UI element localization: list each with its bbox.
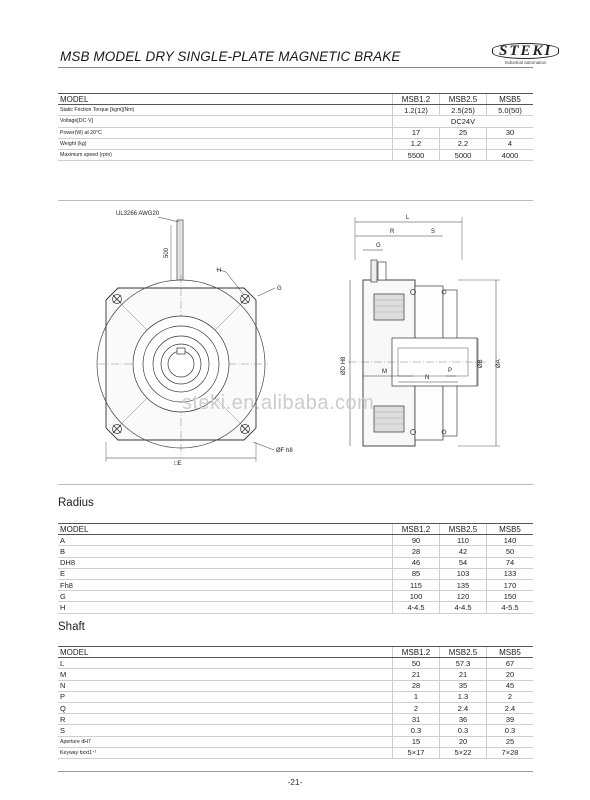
shaft-cell: 36 xyxy=(440,714,487,725)
radius-label: H xyxy=(58,602,393,613)
shaft-title: Shaft xyxy=(58,621,85,633)
radius-header-row xyxy=(58,524,533,535)
shaft-table xyxy=(58,646,533,759)
spec-cell-voltage: DC24V xyxy=(393,116,534,127)
spec-header-row xyxy=(58,94,533,105)
spec-header-msb12: MSB1.2 xyxy=(393,94,440,105)
shaft-cell: 5×22 xyxy=(440,747,487,758)
label-d: ØD H8 xyxy=(341,356,347,375)
radius-cell: 133 xyxy=(487,568,534,579)
radius-cell: 140 xyxy=(487,535,534,546)
spec-cell: 30 xyxy=(487,127,534,138)
spec-label: Power(W) at 20°C xyxy=(58,127,393,138)
shaft-label: S xyxy=(58,725,393,736)
radius-label: E xyxy=(58,568,393,579)
shaft-row xyxy=(58,702,533,713)
label-b: ØB xyxy=(478,359,484,368)
radius-cell: 170 xyxy=(487,579,534,590)
spec-row-weight xyxy=(58,138,533,149)
radius-cell: 103 xyxy=(440,568,487,579)
radius-row xyxy=(58,602,533,613)
spec-cell: 4 xyxy=(487,138,534,149)
shaft-cell: 35 xyxy=(440,680,487,691)
label-a: ØA xyxy=(496,359,502,368)
label-g: G xyxy=(277,286,282,292)
radius-cell: 135 xyxy=(440,579,487,590)
spec-row-torque xyxy=(58,105,533,116)
radius-cell: 110 xyxy=(440,535,487,546)
label-s: S xyxy=(431,229,436,235)
shaft-header-model: MODEL xyxy=(58,647,393,658)
shaft-header-msb12: MSB1.2 xyxy=(393,647,440,658)
shaft-label: R xyxy=(58,714,393,725)
radius-cell: 85 xyxy=(393,568,440,579)
spec-row-voltage xyxy=(58,116,533,127)
shaft-cell: 21 xyxy=(393,669,440,680)
radius-row xyxy=(58,568,533,579)
radius-row xyxy=(58,546,533,557)
label-g-side: G xyxy=(376,243,381,249)
radius-table xyxy=(58,523,533,614)
radius-cell: 120 xyxy=(440,591,487,602)
label-m: M xyxy=(382,369,387,375)
label-h: H xyxy=(217,268,222,274)
spec-cell: 5000 xyxy=(440,149,487,160)
shaft-cell: 0.3 xyxy=(393,725,440,736)
radius-cell: 42 xyxy=(440,546,487,557)
shaft-row xyxy=(58,714,533,725)
shaft-cell: 39 xyxy=(487,714,534,725)
radius-cell: 100 xyxy=(393,591,440,602)
shaft-row xyxy=(58,691,533,702)
radius-cell: 74 xyxy=(487,557,534,568)
shaft-cell: 25 xyxy=(487,736,534,747)
radius-cell: 4-4.5 xyxy=(440,602,487,613)
spec-row-speed xyxy=(58,149,533,160)
label-e: □E xyxy=(174,461,182,467)
radius-row xyxy=(58,535,533,546)
spec-label: Voltage[DC·V] xyxy=(58,116,393,127)
shaft-cell: 31 xyxy=(393,714,440,725)
shaft-cell: 2 xyxy=(487,691,534,702)
title-divider xyxy=(58,67,533,68)
radius-header-msb12: MSB1.2 xyxy=(393,524,440,535)
shaft-cell: 20 xyxy=(440,736,487,747)
spec-header-msb25: MSB2.5 xyxy=(440,94,487,105)
label-r: R xyxy=(390,229,395,235)
radius-row xyxy=(58,579,533,590)
shaft-header-row xyxy=(58,647,533,658)
shaft-cell: 1 xyxy=(393,691,440,702)
shaft-row xyxy=(58,669,533,680)
radius-label: G xyxy=(58,591,393,602)
spec-label: Weight (kg) xyxy=(58,138,393,149)
radius-label: A xyxy=(58,535,393,546)
brand-tagline: Industrial automation xyxy=(504,60,547,65)
shaft-cell: 28 xyxy=(393,680,440,691)
spec-label: Maximum speed (rpm) xyxy=(58,149,393,160)
radius-label: Fh8 xyxy=(58,579,393,590)
radius-label: B xyxy=(58,546,393,557)
spec-header-model: MODEL xyxy=(58,94,393,105)
shaft-cell: 67 xyxy=(487,658,534,669)
shaft-row xyxy=(58,736,533,747)
figure-bottom-divider xyxy=(58,484,533,485)
radius-header-model: MODEL xyxy=(58,524,393,535)
shaft-cell: 7×28 xyxy=(487,747,534,758)
radius-cell: 50 xyxy=(487,546,534,557)
radius-label: DH8 xyxy=(58,557,393,568)
spec-table xyxy=(58,93,533,161)
shaft-cell: 2.4 xyxy=(440,702,487,713)
radius-cell: 150 xyxy=(487,591,534,602)
shaft-label: L xyxy=(58,658,393,669)
label-p: P xyxy=(448,368,453,374)
shaft-cell: 21 xyxy=(440,669,487,680)
footer-divider xyxy=(58,771,533,772)
radius-cell: 90 xyxy=(393,535,440,546)
spec-cell: 4000 xyxy=(487,149,534,160)
radius-cell: 54 xyxy=(440,557,487,568)
radius-header-msb5: MSB5 xyxy=(487,524,534,535)
shaft-cell: 45 xyxy=(487,680,534,691)
radius-row xyxy=(58,557,533,568)
spec-cell: 5500 xyxy=(393,149,440,160)
shaft-row xyxy=(58,658,533,669)
shaft-header-msb25: MSB2.5 xyxy=(440,647,487,658)
page-number: -21- xyxy=(287,777,303,787)
shaft-label: Q xyxy=(58,702,393,713)
label-l: L xyxy=(406,215,410,221)
front-view xyxy=(97,211,293,467)
shaft-cell: 2 xyxy=(393,702,440,713)
shaft-label: P xyxy=(58,691,393,702)
shaft-cell: 20 xyxy=(487,669,534,680)
shaft-cell: 15 xyxy=(393,736,440,747)
shaft-label: N xyxy=(58,680,393,691)
lead-length-label: 500 xyxy=(164,247,170,258)
radius-cell: 4-5.5 xyxy=(487,602,534,613)
shaft-row xyxy=(58,680,533,691)
radius-cell: 28 xyxy=(393,546,440,557)
brake-drawing xyxy=(58,200,533,490)
radius-cell: 46 xyxy=(393,557,440,568)
cable-label: UL3266 AWG20 xyxy=(116,211,160,217)
label-n: N xyxy=(425,375,430,381)
spec-cell: 1.2(12) xyxy=(393,105,440,116)
shaft-cell: 1.3 xyxy=(440,691,487,702)
label-f: ØF h8 xyxy=(276,448,293,454)
shaft-cell: 2.4 xyxy=(487,702,534,713)
radius-header-msb25: MSB2.5 xyxy=(440,524,487,535)
shaft-label: Keyway bxxt1⁺¹ xyxy=(58,747,393,758)
spec-cell: 2.5(25) xyxy=(440,105,487,116)
radius-cell: 4-4.5 xyxy=(393,602,440,613)
brand-logo xyxy=(492,43,559,65)
shaft-cell: 5×17 xyxy=(393,747,440,758)
shaft-cell: 57.3 xyxy=(440,658,487,669)
spec-cell: 17 xyxy=(393,127,440,138)
page-title: MSB MODEL DRY SINGLE-PLATE MAGNETIC BRAKE xyxy=(60,49,401,64)
shaft-label: Aperture dH7 xyxy=(58,736,393,747)
shaft-label: M xyxy=(58,669,393,680)
spec-row-power xyxy=(58,127,533,138)
spec-label: Static Friction Torque [kgm](Nm) xyxy=(58,105,393,116)
radius-row xyxy=(58,591,533,602)
shaft-cell: 50 xyxy=(393,658,440,669)
brand-name: STEKI xyxy=(492,43,559,59)
watermark: steki.en.alibaba.com xyxy=(182,392,375,414)
shaft-row xyxy=(58,747,533,758)
spec-cell: 1.2 xyxy=(393,138,440,149)
spec-cell: 25 xyxy=(440,127,487,138)
spec-header-msb5: MSB5 xyxy=(487,94,534,105)
shaft-header-msb5: MSB5 xyxy=(487,647,534,658)
radius-cell: 115 xyxy=(393,579,440,590)
shaft-cell: 0.3 xyxy=(487,725,534,736)
spec-cell: 5.0(50) xyxy=(487,105,534,116)
shaft-cell: 0.3 xyxy=(440,725,487,736)
radius-title: Radius xyxy=(58,497,94,509)
shaft-row xyxy=(58,725,533,736)
spec-cell: 2.2 xyxy=(440,138,487,149)
